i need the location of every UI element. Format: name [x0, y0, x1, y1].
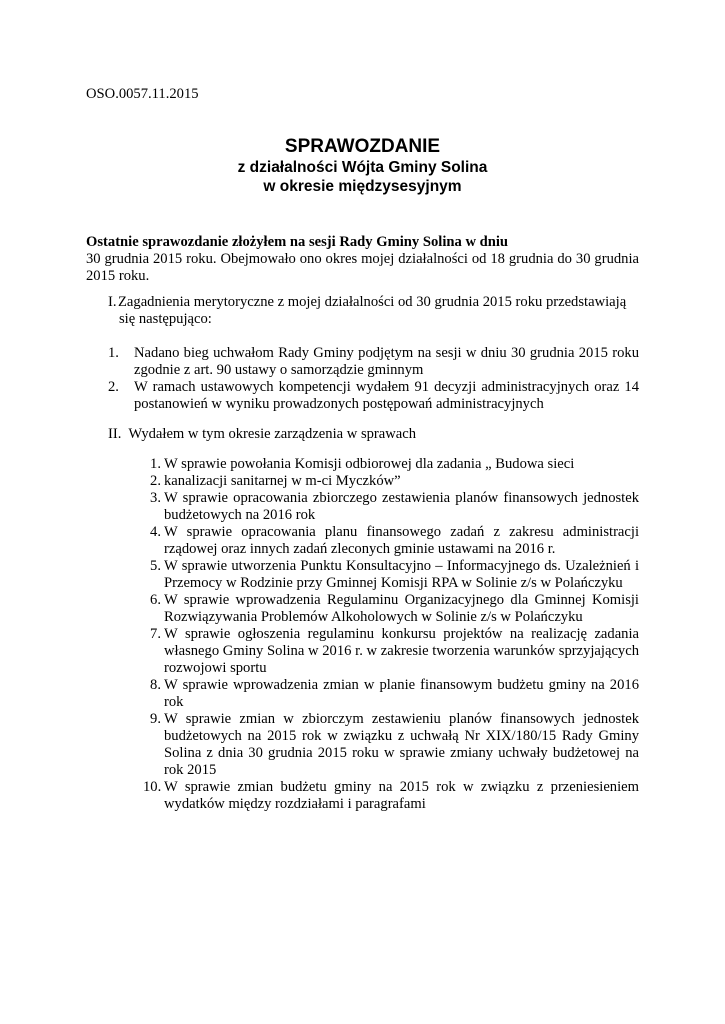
list-item-number: 2. [108, 379, 119, 395]
list-item [108, 345, 639, 379]
section-1-heading [108, 294, 639, 328]
intro-lead: Ostatnie sprawozdanie złożyłem na sesji Rady Gminy Solina w dniu [86, 234, 509, 250]
section-2-list [143, 456, 639, 813]
list-item [143, 779, 639, 813]
list-item-text: W sprawie wprowadzenia zmian w planie finansowym budżetu gminy na 2016 rok [164, 677, 639, 710]
document-subtitle-1: z działalności Wójta Gminy Solina [237, 159, 488, 176]
section-1-number: I. [108, 294, 117, 310]
list-item-text: W sprawie zmian budżetu gminy na 2015 rok w związku z przeniesieniem wydatków między rozdziałami i paragrafami [164, 779, 639, 812]
list-item [143, 711, 639, 779]
list-item-number: 1. [150, 456, 161, 472]
list-item [143, 592, 639, 626]
list-item [143, 626, 639, 677]
title-block [0, 136, 725, 196]
list-item-text: kanalizacji sanitarnej w m-ci Myczków” [164, 473, 401, 489]
intro-paragraph [86, 234, 639, 285]
list-item [143, 456, 639, 473]
list-item [143, 677, 639, 711]
list-item-number: 3. [150, 490, 161, 506]
list-item-text: W sprawie wprowadzenia Regulaminu Organizacyjnego dla Gminnej Komisji Rozwiązywania Problemów Alkoholowych w Solinie z/s w Polańczyku [164, 592, 639, 625]
section-1-text: Zagadnienia merytoryczne z mojej działalności od 30 grudnia 2015 roku przedstawiają się następująco: [118, 294, 627, 327]
list-item-number: 2. [150, 473, 161, 489]
list-item-number: 4. [150, 524, 161, 540]
list-item-number: 5. [150, 558, 161, 574]
list-item-text: W sprawie zmian w zbiorczym zestawieniu planów finansowych jednostek budżetowych na 2015 rok w związku z uchwałą Nr XIX/180/15 Rady Gminy Solina z dnia 30 grudnia 2015 roku w sprawie zmiany uchwały budżetowej na rok 2015 [164, 711, 639, 778]
list-item-number: 10. [143, 779, 162, 795]
list-item [143, 524, 639, 558]
list-item-text: Nadano bieg uchwałom Rady Gminy podjętym na sesji w dniu 30 grudnia 2015 roku zgodnie z art. 90 ustawy o samorządzie gminnym [134, 345, 639, 378]
list-item-number: 1. [108, 345, 119, 361]
section-2-heading [108, 426, 416, 443]
list-item [108, 379, 639, 413]
reference-number: OSO.0057.11.2015 [86, 86, 199, 102]
document-subtitle-2: w okresie międzysesyjnym [263, 178, 462, 195]
list-item-number: 6. [150, 592, 161, 608]
list-item [143, 473, 639, 490]
list-item-number: 7. [150, 626, 161, 642]
section-1-list [108, 345, 639, 413]
list-item [143, 490, 639, 524]
list-item-text: W sprawie utworzenia Punktu Konsultacyjno – Informacyjnego ds. Uzależnień i Przemocy w Rodzinie przy Gminnej Komisji RPA w Solinie z/s w Polańczyku [164, 558, 639, 591]
list-item-text: W sprawie ogłoszenia regulaminu konkursu projektów na realizację zadania własnego Gminy Solina w 2016 r. w zakresie tworzenia warunków sprzyjających rozwojowi sportu [164, 626, 639, 676]
list-item-text: W sprawie opracowania zbiorczego zestawienia planów finansowych jednostek budżetowych na 2016 rok [164, 490, 639, 523]
section-2-text: Wydałem w tym okresie zarządzenia w sprawach [128, 426, 417, 442]
document-title: SPRAWOZDANIE [284, 136, 441, 157]
list-item-number: 8. [150, 677, 161, 693]
list-item-text: W sprawie powołania Komisji odbiorowej dla zadania „ Budowa sieci [164, 456, 575, 472]
list-item [143, 558, 639, 592]
intro-body: 30 grudnia 2015 roku. Obejmowało ono okres mojej działalności od 18 grudnia do 30 grudnia 2015 roku. [86, 251, 639, 284]
section-2-number: II. [108, 426, 122, 442]
list-item-text: W sprawie opracowania planu finansowego zadań z zakresu administracji rządowej oraz innych zadań zleconych gminie ustawami na 2016 r. [164, 524, 639, 557]
list-item-text: W ramach ustawowych kompetencji wydałem 91 decyzji administracyjnych oraz 14 postanowień w wyniku prowadzonych postępowań administracyjnych [134, 379, 639, 412]
list-item-number: 9. [150, 711, 161, 727]
